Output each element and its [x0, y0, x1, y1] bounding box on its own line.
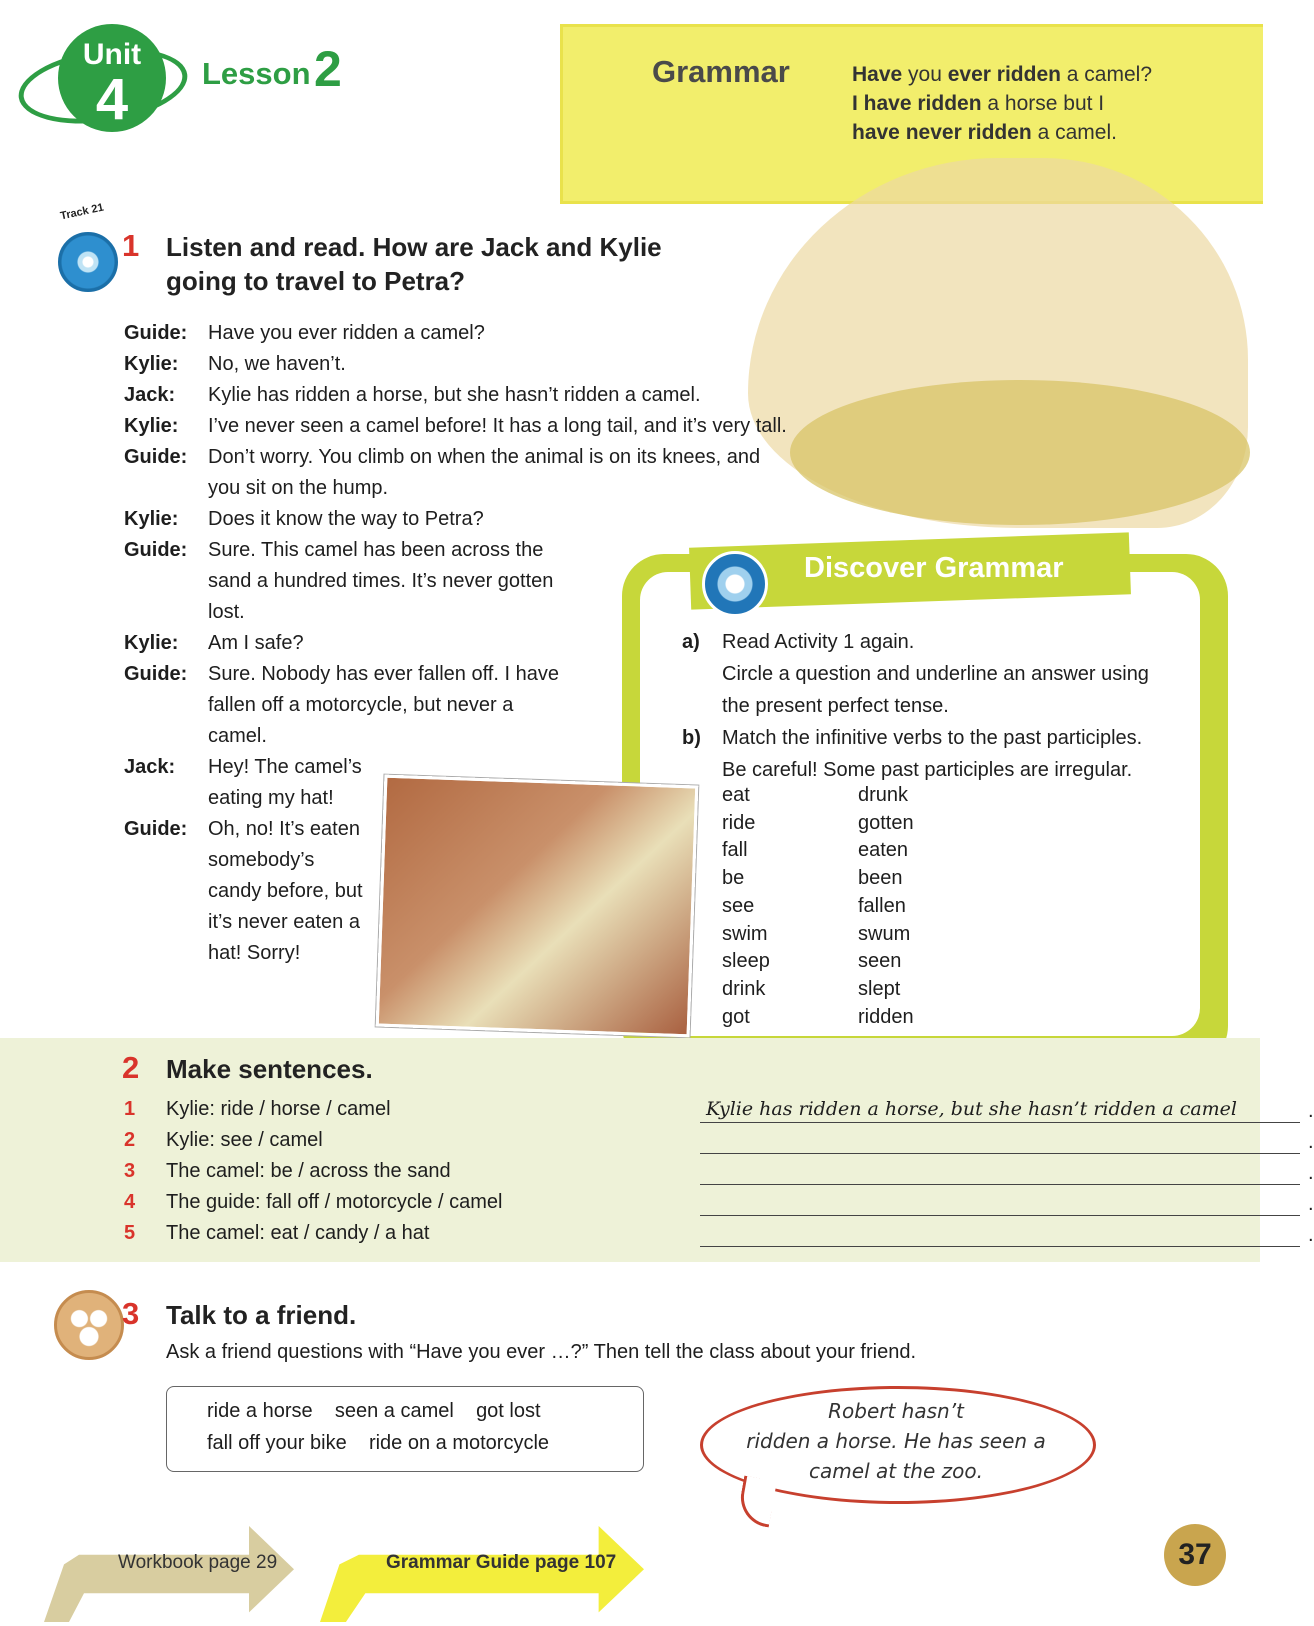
item-number: 5 [124, 1222, 136, 1244]
activity-3-title: Talk to a friend. [166, 1300, 357, 1330]
dialogue-speaker: Kylie: [124, 508, 179, 530]
phrase: ride on a motorcycle [368, 1432, 550, 1454]
infinitive-verb: got [722, 1005, 750, 1028]
activity-1-title-line: going to travel to Petra? [166, 266, 466, 296]
infinitive-list [722, 782, 770, 1031]
past-participle: drunk [858, 784, 909, 806]
activity-1-title-line: Listen and read. How are Jack and Kylie [166, 232, 662, 262]
grammar-bold: ever ridden [947, 63, 1061, 86]
dialogue-text: Have you ever ridden a camel? [208, 322, 485, 344]
activity-1-title [166, 230, 662, 298]
answer-text: Kylie has ridden a horse, but she hasn’t ridden a camel [706, 1098, 1237, 1120]
infinitive-verb: swim [722, 922, 768, 945]
activity-3-instruction: Ask a friend questions with “Have you ever …?” Then tell the class about your friend. [166, 1341, 917, 1363]
dialogue-text: sand a hundred times. It’s never gotten [208, 570, 554, 592]
dialogue-text: candy before, but [208, 880, 363, 902]
dialogue-speaker: Guide: [124, 322, 188, 344]
item-prompt: Kylie: see / camel [166, 1129, 323, 1151]
task-a-line: Circle a question and underline an answer using [722, 663, 1149, 685]
item-number: 3 [124, 1160, 136, 1182]
grammar-text: a camel? [1060, 63, 1152, 86]
task-b-line: Be careful! Some past participles are irregular. [722, 759, 1133, 781]
answer-period: . [1308, 1224, 1314, 1246]
activity-1-number: 1 [122, 228, 140, 263]
past-participle: slept [858, 977, 901, 1000]
lightbulb-icon [702, 551, 768, 617]
grammar-example [852, 60, 1152, 147]
dialogue-text: Does it know the way to Petra? [208, 508, 484, 530]
dialogue-text: Kylie has ridden a horse, but she hasn’t ridden a camel. [208, 384, 701, 406]
phrase: seen a camel [334, 1400, 454, 1422]
past-participle: eaten [858, 839, 909, 862]
dialogue-speaker: Jack: [124, 756, 176, 778]
discover-grammar-title: Discover Grammar [804, 552, 1064, 584]
dialogue-speaker: Guide: [124, 663, 188, 685]
workbook-arrow[interactable] [44, 1526, 294, 1622]
activity-3-number: 3 [122, 1296, 140, 1331]
answer-line[interactable] [700, 1187, 1300, 1216]
grammar-text: a camel. [1031, 121, 1117, 144]
dialogue-speaker: Kylie: [124, 632, 179, 654]
answer-period: . [1308, 1193, 1314, 1215]
past-participle: gotten [858, 811, 914, 834]
task-a-line: Read Activity 1 again. [722, 631, 915, 653]
phrase: ride a horse [207, 1400, 313, 1422]
infinitive-verb: drink [722, 977, 766, 1000]
grammar-bold: Have [852, 63, 903, 86]
item-number: 2 [124, 1129, 136, 1151]
grammar-bold: have never ridden [852, 121, 1032, 144]
grammar-guide-link[interactable]: Grammar Guide page 107 [386, 1552, 617, 1573]
grammar-title: Grammar [652, 54, 790, 89]
lesson-label: Lesson [202, 56, 311, 91]
dialogue-text: Don’t worry. You climb on when the animal is on its knees, and [208, 446, 761, 468]
grammar-bold: I [852, 92, 864, 115]
bubble-line: ridden a horse. He has seen a [746, 1429, 1046, 1453]
infinitive-verb: ride [722, 811, 756, 834]
phrase-row-2 [207, 1427, 549, 1459]
phrase: fall off your bike [207, 1432, 347, 1454]
bubble-line: Robert hasn’t [828, 1399, 964, 1423]
task-b-key: b) [682, 727, 701, 749]
participle-list [858, 782, 914, 1031]
answer-line[interactable] [700, 1218, 1300, 1247]
activity-2-title: Make sentences. [166, 1054, 373, 1084]
item-prompt: The camel: be / across the sand [166, 1160, 451, 1182]
dialogue-text: No, we haven’t. [208, 353, 346, 375]
task-b-line: Match the infinitive verbs to the past participles. [722, 727, 1143, 749]
dialogue-text: it’s never eaten a [208, 911, 360, 933]
answer-line[interactable] [700, 1125, 1300, 1154]
answer-period: . [1308, 1162, 1314, 1184]
grammar-text: you [902, 63, 948, 86]
audio-cd-icon[interactable] [58, 232, 118, 292]
talk-faces-icon [54, 1290, 124, 1360]
task-a-line: the present perfect tense. [722, 695, 949, 717]
workbook-link[interactable]: Workbook page 29 [118, 1552, 278, 1573]
dialogue-text: Sure. Nobody has ever fallen off. I have [208, 663, 559, 685]
answer-line[interactable] [700, 1094, 1300, 1123]
past-participle: been [858, 867, 903, 890]
track-label: Track 21 [59, 201, 105, 223]
answer-line[interactable] [700, 1156, 1300, 1185]
dialogue-speaker: Guide: [124, 446, 188, 468]
infinitive-verb: see [722, 894, 755, 917]
answer-period: . [1308, 1131, 1314, 1153]
sand-illustration [790, 380, 1250, 525]
infinitive-verb: be [722, 867, 745, 890]
answer-text [700, 1129, 706, 1151]
unit-number: 4 [95, 67, 129, 132]
answer-text [700, 1160, 706, 1182]
answer-text [700, 1191, 706, 1213]
item-prompt: The camel: eat / candy / a hat [166, 1222, 430, 1244]
dialogue-text: Sure. This camel has been across the [208, 539, 544, 561]
dialogue-speaker: Guide: [124, 539, 188, 561]
past-participle: swum [858, 922, 911, 945]
phrase-box [166, 1386, 644, 1472]
speech-bubble-text [726, 1396, 1066, 1486]
past-participle: ridden [858, 1005, 914, 1028]
dialogue-text: I’ve never seen a camel before! It has a long tail, and it’s very tall. [208, 415, 787, 437]
dialogue-speaker: Kylie: [124, 415, 179, 437]
answer-text [700, 1222, 706, 1244]
grammar-guide-arrow[interactable] [320, 1526, 644, 1622]
bubble-line: camel at the zoo. [809, 1459, 983, 1483]
grammar-bold: have ridden [863, 92, 982, 115]
grammar-text: a horse but I [981, 92, 1105, 115]
dialogue-speaker: Jack: [124, 384, 176, 406]
dialogue-speaker: Kylie: [124, 353, 179, 375]
item-number: 4 [124, 1191, 136, 1213]
dialogue-text: hat! Sorry! [208, 942, 301, 964]
dialogue-text: Am I safe? [208, 632, 304, 654]
dialogue-text: lost. [208, 601, 245, 623]
page-number: 37 [1164, 1524, 1226, 1586]
dialogue-text: somebody’s [208, 849, 315, 871]
item-prompt: Kylie: ride / horse / camel [166, 1098, 391, 1120]
dialogue-text: camel. [208, 725, 267, 747]
item-prompt: The guide: fall off / motorcycle / camel [166, 1191, 503, 1213]
dialogue-text: Oh, no! It’s eaten [208, 818, 360, 840]
activity-2-number: 2 [122, 1050, 140, 1085]
item-number: 1 [124, 1098, 136, 1120]
answer-period: . [1308, 1100, 1314, 1122]
dialogue-text: fallen off a motorcycle, but never a [208, 694, 514, 716]
past-participle: seen [858, 950, 902, 973]
phrase: got lost [476, 1400, 541, 1422]
phrase-row-1 [207, 1395, 541, 1427]
dialogue-text: eating my hat! [208, 787, 334, 809]
past-participle: fallen [858, 894, 906, 917]
camel-eating-hat-photo [376, 775, 699, 1038]
infinitive-verb: fall [722, 839, 748, 862]
unit-label: Unit [82, 38, 142, 71]
dialogue-text: you sit on the hump. [208, 477, 389, 499]
dialogue-speaker: Guide: [124, 818, 188, 840]
infinitive-verb: eat [722, 784, 750, 806]
unit-badge [58, 24, 166, 132]
lesson-number: 2 [314, 41, 342, 97]
infinitive-verb: sleep [722, 950, 770, 973]
task-a-key: a) [682, 631, 700, 653]
dialogue-text: Hey! The camel’s [208, 756, 362, 778]
